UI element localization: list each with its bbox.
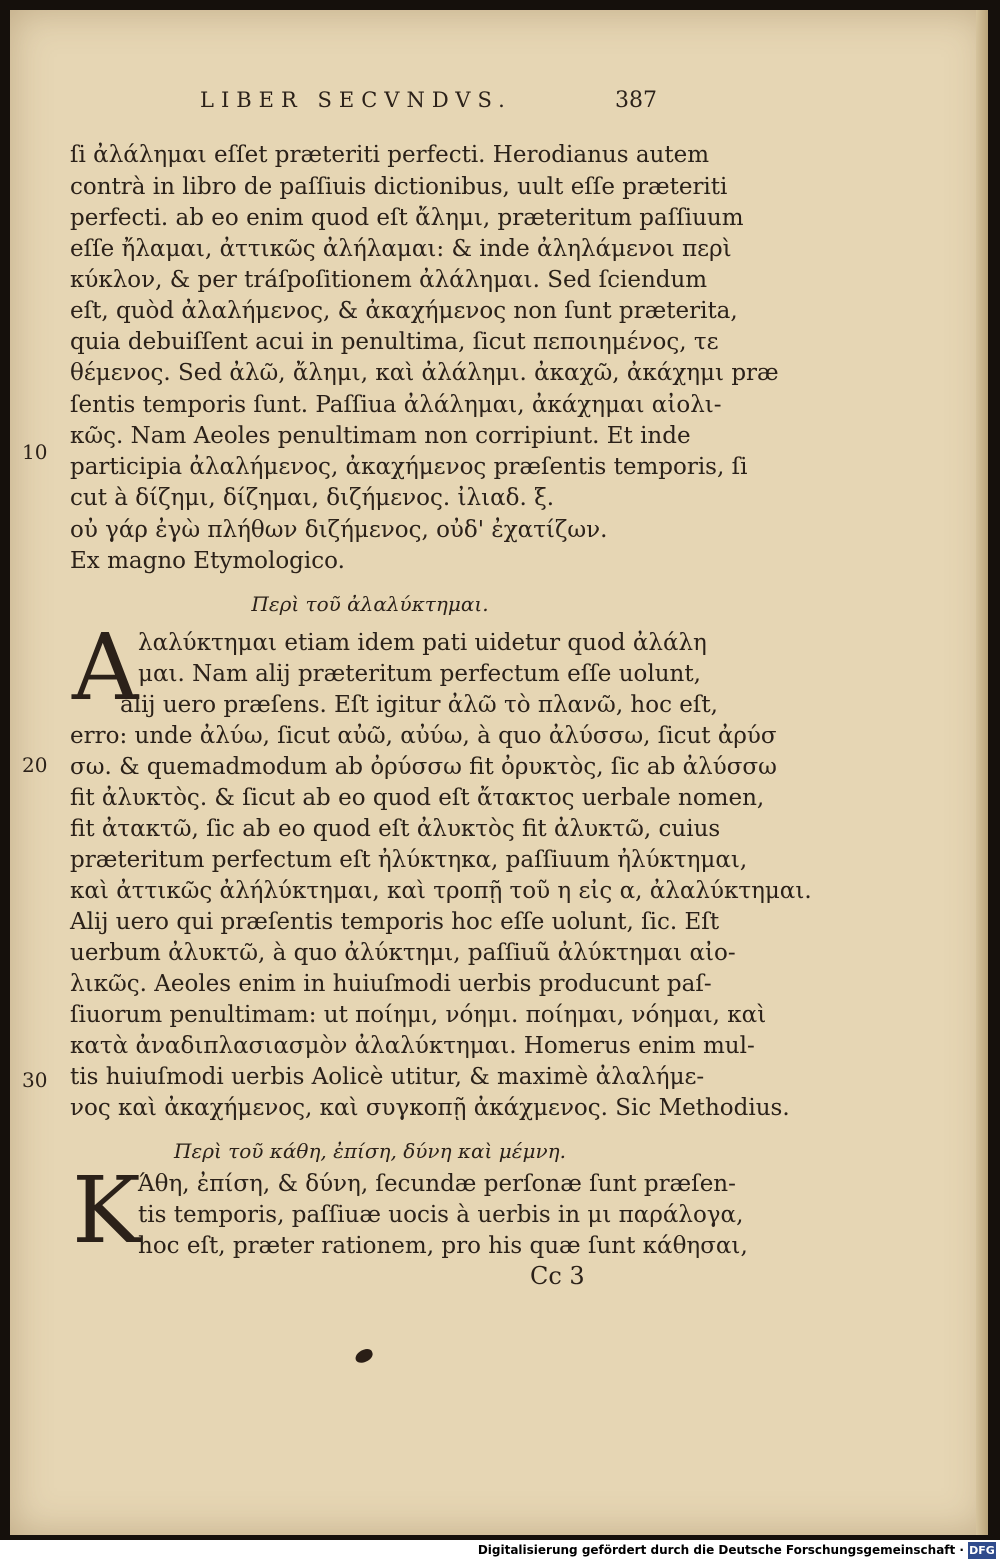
page-edge — [976, 10, 988, 1535]
text-line: hoc eſt, præter rationem, pro his quæ ſunt κάθησαι, — [138, 1233, 748, 1259]
text-line: οὐ γάρ ἐγὼ πλήθων διζήμενος, οὐδ' ἐχατίζων. — [70, 517, 608, 543]
text-line: σω. & quemadmodum ab ὀρύσσω fit ὀρυκτὸς, ſic ab ἀλύσσω — [70, 754, 777, 780]
section-heading: Περὶ τοῦ κάθη, ἐπίση, δύνη καὶ μέμνη. — [174, 1139, 566, 1163]
signature-mark: Cc 3 — [530, 1262, 585, 1290]
dfg-logo: DFG — [969, 1544, 995, 1557]
running-head: LIBER SECVNDVS. — [200, 88, 512, 112]
text-line: ſiuorum penultimam: ut ποίημι, νόημι. ποίημαι, νόημαι, καὶ — [70, 1002, 767, 1028]
text-line: erro: unde ἀλύω, ſicut αὐῶ, αὐύω, à quo ἀλύσσω, ſicut ἀρύσ — [70, 723, 777, 749]
text-line: perfecti. ab eo enim quod eſt ἄλημι, præteritum paſſiuum — [70, 205, 744, 231]
text-line: quia debuiſſent acui in penultima, ſicut πεποιημένος, τε — [70, 329, 719, 355]
text-line: θέμενος. Sed ἀλῶ, ἄλημι, καὶ ἀλάλημι. ἀκαχῶ, ἀκάχημι præ — [70, 360, 779, 386]
text-line: contrà in libro de paſſiuis dictionibus, uult eſſe præteriti — [70, 174, 728, 200]
text-line: participia ἀλαλήμενος, ἀκαχήμενος præſentis temporis, ſi — [70, 454, 748, 480]
text-line: κατὰ ἀναδιπλασιασμὸν ἀλαλύκτημαι. Homerus enim mul- — [70, 1033, 755, 1059]
margin-line-number: 20 — [22, 753, 48, 777]
margin-line-number: 30 — [22, 1068, 48, 1092]
text-line: Άθη, ἐπίση, & δύνη, ſecundæ perſonæ ſunt præſen- — [138, 1171, 736, 1197]
digitization-footer — [0, 1540, 1000, 1562]
text-line: λικῶς. Aeoles enim in huiuſmodi uerbis producunt paſ- — [70, 971, 712, 997]
footer-credit: Digitalisierung gefördert durch die Deutsche Forschungsgemeinschaft · — [477, 1543, 964, 1557]
text-line: tis huiuſmodi uerbis Aolicè utitur, & maximè ἀλαλήμε- — [70, 1064, 705, 1090]
text-line: fit ἀτακτῶ, ſic ab eo quod eſt ἀλυκτὸς fit ἀλυκτῶ, cuius — [70, 816, 721, 842]
text-line: uerbum ἀλυκτῶ, à quo ἀλύκτημι, paſſiuũ ἀλύκτημαι αἰο- — [70, 940, 736, 966]
text-line: ſentis temporis ſunt. Paſſiua ἀλάλημαι, ἀκάχημαι αἰολι- — [70, 392, 722, 418]
drop-capital: K — [72, 1157, 141, 1264]
text-line: Alij uero qui præſentis temporis hoc eſſe uolunt, ſic. Eſt — [70, 909, 720, 935]
text-line: καὶ ἀττικῶς ἀλήλύκτημαι, καὶ τροπῇ τοῦ η εἰς α, ἀλαλύκτημαι. — [70, 878, 812, 904]
text-line: eſt, quòd ἀλαλήμενος, & ἀκαχήμενος non ſunt præterita, — [70, 298, 738, 324]
text-line: κύκλον, & per tráſpoſitionem ἀλάλημαι. Sed ſciendum — [70, 267, 708, 293]
drop-capital: A — [72, 614, 139, 721]
text-line: κῶς. Nam Aeoles penultimam non corripiunt. Et inde — [70, 423, 691, 449]
text-line: cut à δίζημι, δίζημαι, διζήμενος. ἰλιαδ. ξ. — [70, 485, 555, 511]
section-heading: Περὶ τοῦ ἀλαλύκτημαι. — [251, 592, 489, 616]
text-line: eſſe ἤλαμαι, ἀττικῶς ἀλήλαμαι: & inde ἀληλάμενοι περὶ — [70, 236, 732, 262]
text-line: alij uero præſens. Eſt igitur ἀλῶ τὸ πλανῶ, hoc eſt, — [120, 692, 718, 718]
text-line: μαι. Nam alij præteritum perfectum eſſe uolunt, — [138, 661, 701, 687]
text-line: νος καὶ ἀκαχήμενος, καὶ συγκοπῇ ἀκάχμενος. Sic Methodius. — [70, 1095, 790, 1121]
text-line: tis temporis, paſſiuæ uocis à uerbis in μι παράλογα, — [138, 1202, 744, 1228]
text-line: λαλύκτημαι etiam idem pati uidetur quod ἀλάλη — [138, 630, 707, 656]
margin-line-number: 10 — [22, 440, 48, 464]
text-line: præteritum perfectum eſt ἠλύκτηκα, paſſiuum ἠλύκτημαι, — [70, 847, 748, 873]
text-line: ſi ἀλάλημαι eſſet præteriti perfecti. Herodianus autem — [70, 142, 710, 168]
folio-number: 387 — [615, 88, 657, 113]
text-line: Ex magno Etymologico. — [70, 548, 345, 574]
text-line: fit ἀλυκτὸς. & ſicut ab eo quod eſt ἄτακτος uerbale nomen, — [70, 785, 765, 811]
